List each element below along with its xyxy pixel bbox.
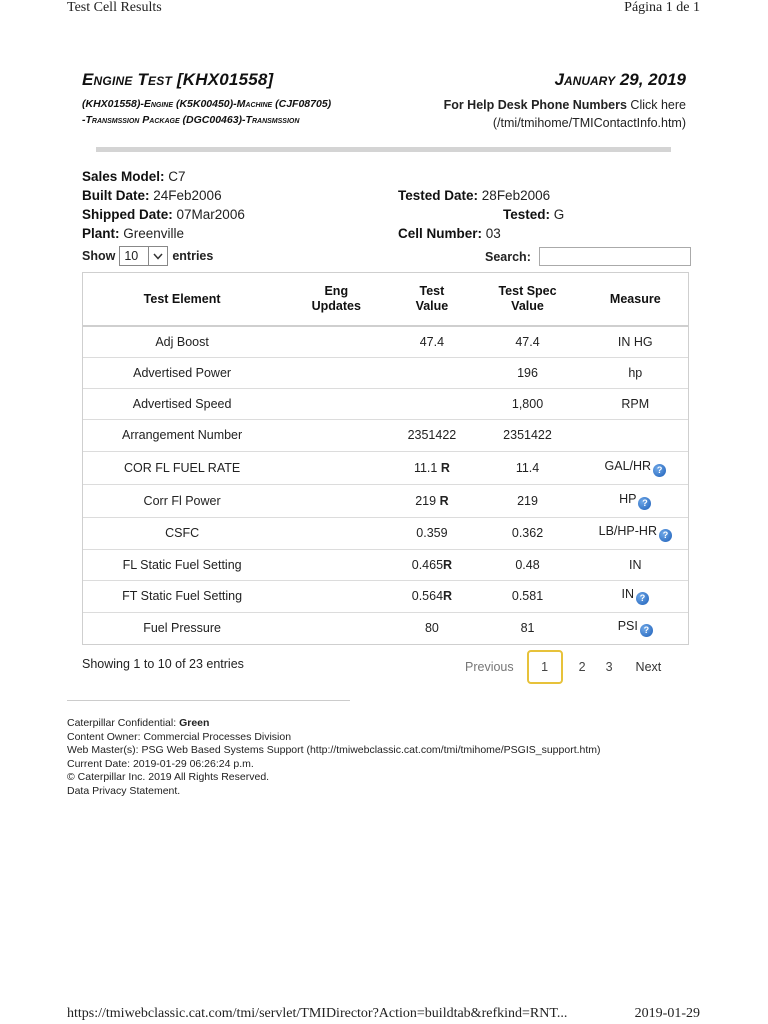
help-icon[interactable]: ? [638, 497, 651, 510]
header-test-spec-value[interactable]: Test Spec Value [472, 273, 582, 326]
report-date: January 29, 2019 [554, 70, 686, 89]
retest-flag: R [443, 557, 453, 572]
cell-eng-updates [281, 357, 391, 388]
cell-test-element: Fuel Pressure [143, 621, 221, 636]
cell-measure: GAL/HR ? [583, 451, 688, 484]
help-desk-url: (/tmi/tmihome/TMIContactInfo.htm) [492, 116, 686, 130]
cell-test-element: FL Static Fuel Setting [83, 549, 281, 580]
cell-eng-updates [281, 517, 391, 549]
entries-label: entries [172, 249, 214, 263]
cell-test-element: CSFC [83, 517, 281, 549]
help-icon[interactable]: ? [636, 592, 649, 605]
cell-test-element: Arrangement Number [83, 419, 281, 451]
retest-flag: R [439, 493, 449, 508]
table-row [83, 326, 688, 357]
cell-eng-updates [281, 451, 391, 484]
cell-measure: IN ? [583, 580, 688, 612]
results-table [82, 272, 689, 645]
print-footer-date: 2019-01-29 [634, 1006, 700, 1021]
page-button-2[interactable]: 2 [578, 660, 586, 674]
cell-measure: LB/HP-HR ? [583, 517, 688, 549]
header-measure[interactable]: Measure [583, 273, 688, 326]
cell-test-spec-value: 2351422 [472, 419, 582, 451]
table-row [83, 612, 688, 644]
cell-test-element: FT Static Fuel Setting [83, 580, 281, 612]
help-icon[interactable]: ? [640, 624, 653, 637]
cell-measure: HP ? [583, 484, 688, 517]
chevron-down-icon [149, 253, 167, 260]
print-footer [67, 1006, 700, 1024]
page-button-3[interactable]: 3 [605, 660, 613, 674]
table-row [83, 517, 688, 549]
help-icon[interactable]: ? [659, 529, 672, 542]
cell-eng-updates [281, 388, 391, 419]
component-chain [82, 96, 331, 128]
cell-measure: IN [583, 549, 688, 580]
print-header-title: Test Cell Results [67, 0, 162, 15]
cell-test-spec-value: 196 [472, 357, 582, 388]
shipped-date: Shipped Date: 07Mar2006 [82, 207, 245, 222]
page-button-1[interactable]: 1 [527, 650, 563, 684]
header-test-element[interactable]: Test Element [83, 273, 281, 326]
cell-test-spec-value: 47.4 [472, 326, 582, 357]
plant: Plant: Greenville [82, 226, 185, 241]
cell-measure: IN HG [583, 326, 688, 357]
show-entries [82, 246, 213, 266]
cell-eng-updates [281, 419, 391, 451]
cell-eng-updates [281, 580, 391, 612]
tested: Tested: G [503, 207, 565, 222]
cell-test-spec-value: 81 [520, 621, 535, 636]
header-divider [96, 147, 671, 152]
help-desk-link[interactable]: Click here [630, 98, 686, 112]
cell-eng-updates [281, 326, 391, 357]
cell-test-spec-value: 1,800 [472, 388, 582, 419]
cell-test-value: 80 [424, 621, 439, 636]
show-label: Show [82, 249, 116, 263]
built-date: Built Date: 24Feb2006 [82, 188, 222, 203]
cell-measure: RPM [583, 388, 688, 419]
cell-test-spec-value: 11.4 [472, 451, 582, 484]
next-button[interactable]: Next [635, 660, 662, 674]
cell-test-value [391, 357, 472, 388]
cell-test-value: 0.359 [391, 517, 472, 549]
cell-measure [583, 419, 688, 451]
current-date: Current Date: 2019-01-29 06:26:24 p.m. [67, 757, 254, 770]
cell-test-element: Adj Boost [83, 326, 281, 357]
table-header-row [83, 273, 688, 326]
table-row [83, 484, 688, 517]
cell-test-value: 2351422 [391, 419, 472, 451]
table-row [83, 357, 688, 388]
search [485, 247, 691, 266]
help-icon[interactable]: ? [653, 464, 666, 477]
cell-test-value: 219 R [391, 484, 472, 517]
component-chain-line2: -Transmssion Package (DGC00463)-Transmssion [82, 114, 300, 126]
cell-measure: hp [583, 357, 688, 388]
cell-test-element: Corr Fl Power [83, 484, 281, 517]
title-row [82, 70, 686, 90]
entries-select-value: 10 [120, 247, 149, 265]
copyright: © Caterpillar Inc. 2019 All Rights Reserved. [67, 771, 270, 783]
header-eng-updates[interactable]: Eng Updates [281, 273, 391, 326]
table-row [83, 580, 688, 612]
cell-test-value: 47.4 [391, 326, 472, 357]
help-desk-label: For Help Desk Phone Numbers [443, 98, 627, 112]
cell-test-element: Advertised Speed [83, 388, 281, 419]
cell-test-value [391, 388, 472, 419]
retest-flag: R [440, 460, 450, 475]
cell-test-value: 0.564R [391, 580, 472, 612]
retest-flag: R [443, 589, 453, 603]
page-footer [67, 717, 601, 798]
header-test-value[interactable]: Test Value [391, 273, 472, 326]
cell-test-spec-value: 0.362 [472, 517, 582, 549]
confidential-line: Caterpillar Confidential: Green [67, 717, 210, 729]
footer-divider [67, 700, 350, 701]
cell-test-element: COR FL FUEL RATE [83, 451, 281, 484]
search-label: Search: [485, 249, 531, 264]
showing-entries-info: Showing 1 to 10 of 23 entries [82, 657, 244, 671]
privacy-link[interactable]: Data Privacy Statement. [67, 784, 181, 797]
page-title: Engine Test [KHX01558] [82, 70, 274, 89]
help-desk-info [444, 96, 686, 132]
cell-test-spec-value: 0.48 [472, 549, 582, 580]
cell-number: Cell Number: 03 [398, 226, 501, 241]
cell-measure: PSI ? [583, 612, 688, 644]
tested-date: Tested Date: 28Feb2006 [398, 188, 551, 203]
cell-eng-updates [281, 549, 391, 580]
print-header [67, 0, 700, 20]
cell-test-spec-value: 0.581 [472, 580, 582, 612]
search-input[interactable] [539, 247, 691, 266]
table-row [83, 549, 688, 580]
content-owner: Content Owner: Commercial Processes Division [67, 730, 292, 743]
entries-select[interactable] [119, 246, 168, 266]
previous-button[interactable]: Previous [465, 660, 514, 674]
cell-eng-updates [281, 612, 391, 644]
table-row [83, 388, 688, 419]
cell-eng-updates [281, 484, 391, 517]
component-chain-line1: (KHX01558)-Engine (K5K00450)-Machine (CJF08705) [82, 98, 332, 110]
print-header-page: Página 1 de 1 [624, 0, 700, 15]
table-row [83, 451, 688, 484]
cell-test-value: 11.1 R [391, 451, 472, 484]
table-row [83, 419, 688, 451]
cell-test-element: Advertised Power [83, 357, 281, 388]
cell-test-spec-value: 219 [472, 484, 582, 517]
sales-model: Sales Model: C7 [82, 169, 186, 184]
cell-test-value: 0.465R [391, 549, 472, 580]
webmaster-line[interactable]: Web Master(s): PSG Web Based Systems Support (http://tmiwebclassic.cat.com/tmi/tmihome/PSGIS_support.htm) [67, 744, 601, 756]
pagination [458, 650, 668, 684]
print-footer-url: https://tmiwebclassic.cat.com/tmi/servlet/TMIDirector?Action=buildtab&refkind=RNT... [67, 1006, 568, 1021]
